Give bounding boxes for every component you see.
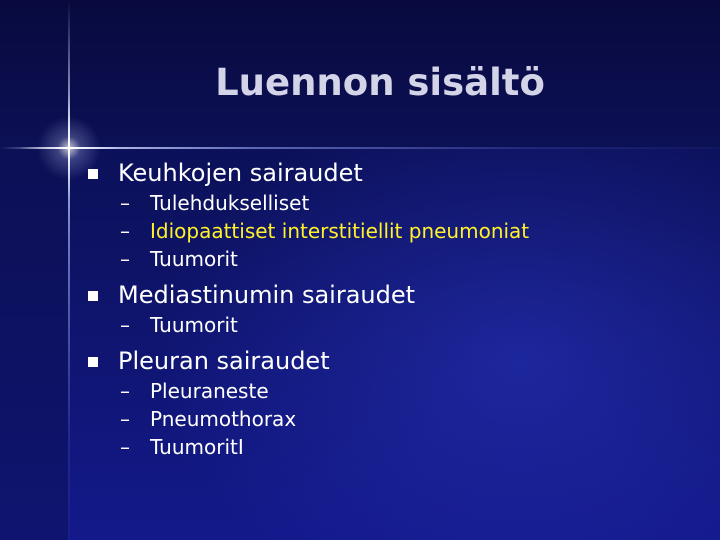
left-band <box>0 148 68 540</box>
sub-item-text: Tuumorit <box>150 247 238 271</box>
bullet-text: Keuhkojen sairaudet <box>118 159 363 187</box>
slide-title: Luennon sisältö <box>215 61 545 104</box>
sub-list <box>88 377 708 461</box>
sub-item-text: Pneumothorax <box>150 407 297 431</box>
sub-item-text: Tuumorit <box>150 313 238 337</box>
bullet-group <box>88 279 708 339</box>
sub-item <box>88 245 708 273</box>
bullet-item <box>88 157 708 189</box>
sub-item-text: TuumoritI <box>150 435 244 459</box>
dash-marker: – <box>120 247 130 271</box>
dash-marker: – <box>120 219 130 243</box>
sub-item <box>88 311 708 339</box>
dash-marker: – <box>120 191 130 215</box>
sparkle-vertical-ray <box>68 95 70 200</box>
bullet-group <box>88 157 708 273</box>
bullet-text: Pleuran sairaudet <box>118 347 330 375</box>
sub-list <box>88 311 708 339</box>
sub-item <box>88 433 708 461</box>
sub-list <box>88 189 708 273</box>
bullet-text: Mediastinumin sairaudet <box>118 281 416 309</box>
bullet-item <box>88 279 708 311</box>
square-bullet-icon <box>88 357 98 367</box>
sub-item-text: Tulehdukselliset <box>150 191 310 215</box>
sub-item-text-highlighted: Idiopaattiset interstitiellit pneumoniat <box>150 219 530 243</box>
square-bullet-icon <box>88 169 98 179</box>
sub-item <box>88 217 708 245</box>
square-bullet-icon <box>88 291 98 301</box>
bullet-item <box>88 345 708 377</box>
dash-marker: – <box>120 313 130 337</box>
sparkle-horizontal-ray <box>20 147 120 149</box>
sub-item-text: Pleuraneste <box>150 379 269 403</box>
sub-item <box>88 377 708 405</box>
bullet-group <box>88 345 708 461</box>
sub-item <box>88 405 708 433</box>
sub-item <box>88 189 708 217</box>
dash-marker: – <box>120 379 130 403</box>
dash-marker: – <box>120 407 130 431</box>
slide-content <box>88 157 708 467</box>
dash-marker: – <box>120 435 130 459</box>
